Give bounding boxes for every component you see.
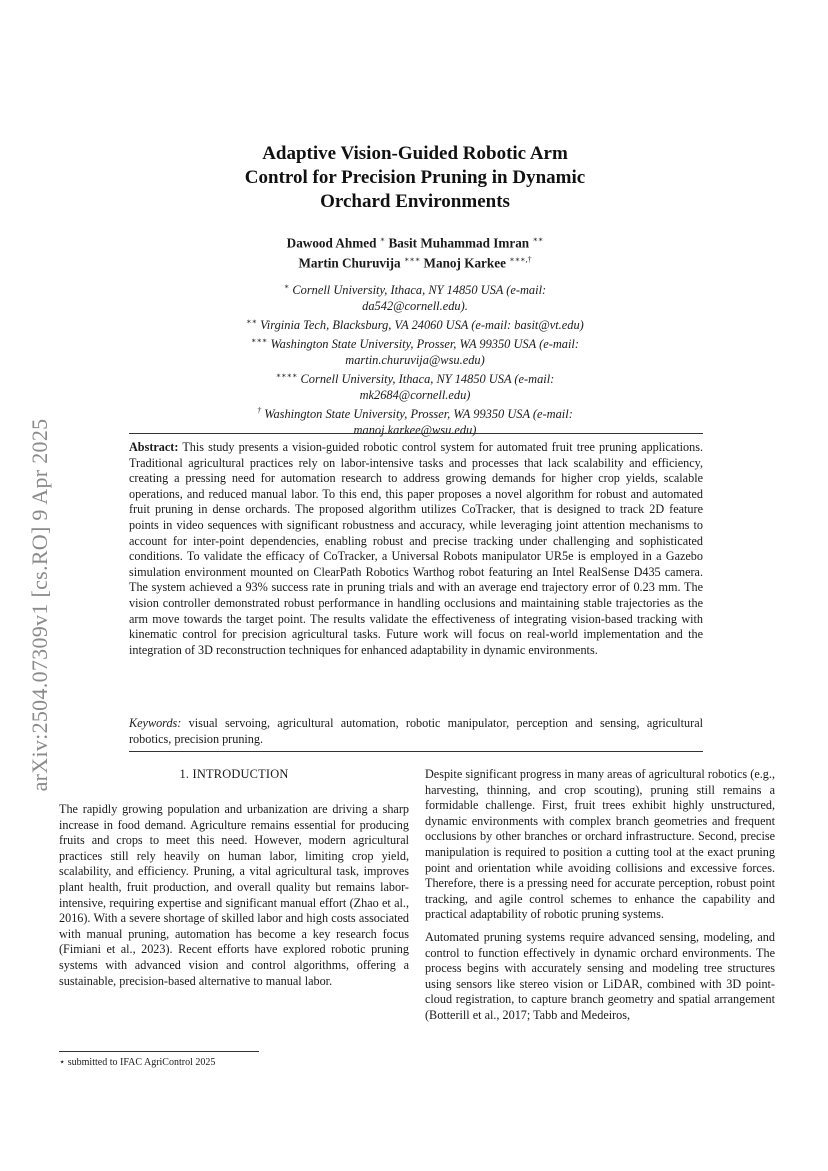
keywords-label: Keywords: (129, 716, 182, 730)
keywords (129, 716, 703, 747)
author-name: Basit Muhammad Imran (388, 235, 530, 251)
affiliation-cont: manoj.karkee@wsu.edu) (353, 422, 477, 437)
author-name: Manoj Karkee (423, 255, 506, 271)
title-line: Orchard Environments (320, 191, 510, 212)
abstract-bottom-rule (129, 751, 703, 752)
author-mark: ∗ (379, 235, 386, 244)
title-line: Adaptive Vision-Guided Robotic Arm (262, 143, 568, 164)
footnote-mark: ⋆ (59, 1057, 66, 1068)
affiliation: ∗∗∗∗ Cornell University, Ithaca, NY 14850 USA (e-mail: (275, 371, 555, 387)
author-name: Dawood Ahmed (286, 235, 377, 251)
title-line: Control for Precision Pruning in Dynamic (244, 167, 586, 188)
author-mark: ∗∗∗ (403, 255, 421, 265)
left-column (59, 802, 409, 989)
arxiv-identifier: arXiv:2504.07309v1 [cs.RO] 9 Apr 2025 (27, 418, 52, 792)
arxiv-side-stamp (20, 370, 60, 840)
paragraph: Despite significant progress in many areas of agricultural robotics (e.g., harvesting, thinning, and crop scouting), pruning still remains a formidable challenge. First, fruit trees exhibit highly unstructured, dynamic environments with complex branch geometries and frequent occlusions by other branches or orchard infrastructure. Second, precise manipulation is required to position a cutting tool at the exact pruning point and orientation while avoiding collisions and excessive forces. Therefore, there is a pressing need for accurate perception, robust point tracking, and agile control schemes to enhance the capability and practical adaptability of robotic pruning systems. (425, 767, 775, 922)
affiliation-cont: mk2684@cornell.edu) (359, 387, 471, 402)
section-heading: 1. INTRODUCTION (179, 767, 289, 781)
abstract-text: This study presents a vision-guided robotic control system for automated fruit tree pruning applications. Traditional agricultural practices rely on labor-intensive tasks and processes that lack scalability and efficiency, creating a pressing need for automation research to address growing demands for higher crop yields, scalable operations, and reduced manual labor. To this end, this paper proposes a novel algorithm for robust and automated fruit pruning in dense orchards. The proposed algorithm utilizes CoTracker, that is designed to track 2D feature points in video sequences with significant robustness and accuracy, while leveraging joint attention mechanisms to account for inter-point dependencies, enabling robust and precise tracking under challenging and sophisticated conditions. To validate the efficacy of CoTracker, a Universal Robots manipulator UR5e is employed in a Gazebo simulation environment mounted on ClearPath Robotics Warthog robot featuring an Intel RealSense D435 camera. The system achieved a 93% success rate in pruning trials and with an average end trajectory error of 0.23 mm. The vision controller demonstrated robust performance in handling occlusions and maintaining stable trajectories as the arm move towards the target point. The results validate the effectiveness of integrating vision-based tracking with kinematic control for precision agricultural tasks. Future work will focus on real-world implementation and the integration of 3D reconstruction techniques for enhanced adaptability in dynamic environments. (129, 440, 704, 657)
abstract (129, 440, 703, 658)
author-name: Martin Churuvija (298, 255, 401, 271)
paragraph: Automated pruning systems require advanced sensing, modeling, and control to function effectively in dynamic orchard environments. The process begins with accurately sensing and modeling tree structures using sensors like stereo vision or LiDAR, combined with 3D point-cloud registration, to capture branch geometry and spatial arrangement (Botterill et al., 2017; Tabb and Medeiros, (425, 929, 775, 1022)
affiliation-cont: da542@cornell.edu). (362, 298, 468, 313)
keywords-text: visual servoing, agricultural automation, robotic manipulator, perception and sensing, agricultural robotics, precision pruning. (129, 716, 704, 746)
paper-title (150, 142, 680, 214)
author-mark: ∗∗ (532, 235, 544, 244)
affiliations (160, 279, 670, 438)
affiliation: † Washington State University, Prosser, WA 99350 USA (e-mail: (257, 406, 573, 422)
affiliation-cont: martin.churuvija@wsu.edu) (345, 353, 485, 367)
abstract-top-rule (129, 433, 703, 434)
abstract-label: Abstract: (129, 440, 179, 454)
right-column (425, 767, 775, 1031)
affiliation: ∗∗∗ Washington State University, Prosser, WA 99350 USA (e-mail: (251, 336, 579, 352)
footnote (59, 1056, 409, 1069)
affiliation: ∗ Cornell University, Ithaca, NY 14850 USA (e-mail: (283, 282, 547, 298)
author-list (180, 231, 650, 272)
affiliation: ∗∗ Virginia Tech, Blacksburg, VA 24060 USA (e-mail: basit@vt.edu) (246, 316, 584, 333)
footnote-text: submitted to IFAC AgriControl 2025 (67, 1057, 216, 1068)
paragraph: The rapidly growing population and urbanization are driving a sharp increase in food demand. Agriculture remains essential for producing fruits and crops to meet this need. However, modern agricultural practices still rely heavily on human labor, limiting crop yield, scalability, and efficiency. Pruning, a vital agricultural task, improves plant health, fruit production, and overall quality but remains labor-intensive, requiring expertise and significant manual effort (Zhao et al., 2016). With a severe shortage of skilled labor and high costs associated with manual pruning, automation has become a key research focus (Fimiani et al., 2023). Recent efforts have explored robotic pruning systems with advanced vision and control algorithms, offering a sustainable, precision-based alternative to manual labor. (59, 802, 409, 988)
footnote-rule (59, 1051, 259, 1052)
author-mark: ∗∗∗,† (509, 255, 532, 265)
